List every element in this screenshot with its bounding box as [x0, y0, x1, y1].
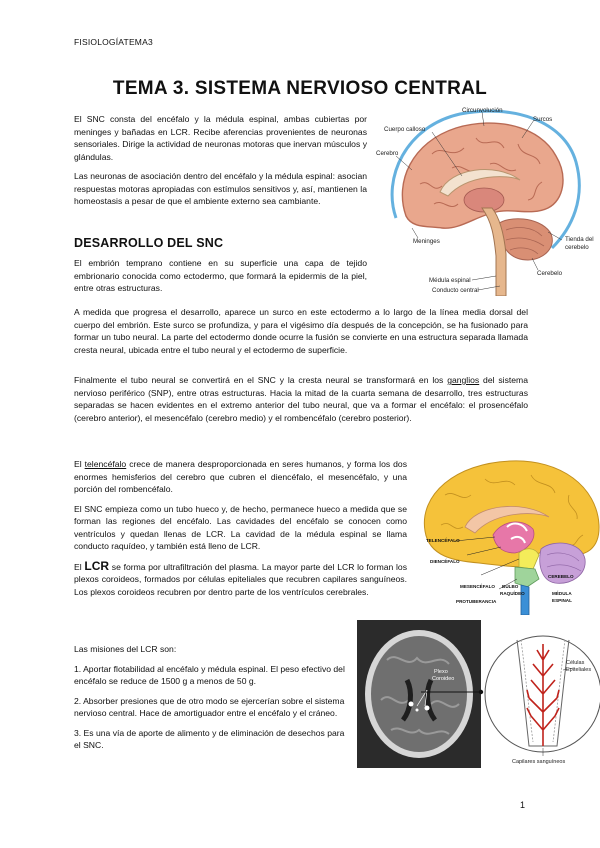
missions-intro: Las misiones del LCR son: — [74, 644, 177, 654]
label-epiteliales: Epiteliales — [566, 667, 592, 673]
label-tienda-cerebelo: cerebelo — [565, 244, 589, 251]
label-cuerpo-calloso: Cuerpo calloso — [384, 126, 426, 133]
label-capilares: Capilares sanguíneos — [512, 759, 566, 765]
intro-block — [74, 113, 367, 208]
running-header: FISIOLOGÍATEMA3 — [74, 37, 153, 47]
development-intro — [74, 257, 367, 295]
lcr-term: LCR — [84, 558, 110, 573]
intro-paragraph-2: Las neuronas de asociación dentro del encéfalo y la médula espinal: asocian respuestas motoras apropiadas con estímulos sensitivos y, así, mantienen la homeostasis a pesar de que el ambiente externo sea cambiante. — [74, 171, 367, 206]
development-body — [74, 306, 528, 424]
development-paragraph-2: A medida que progresa el desarrollo, aparece un surco en este ectodermo a lo largo de la línea media dorsal del cuerpo del embrión. Este surco se profundiza, y para el vigésimo día después de la concepción, se ha fusionado para formar un tubo neural. La parte del ectodermo donde ocurre la fusión se convierte en una estructura separada llamada cresta neural, ubicada entre el tubo neural y el ectodermo de superficie. — [74, 307, 528, 355]
p3-text-b: del sistema nervioso periférico (SNP), entre otras estructuras. Hacia la mitad de la cuarta semana de desarrollo, tres estructuras separadas se hacen evidentes en el extremo anterior del tubo neural, que va a formar el encéfalo: el prosencéfalo (cerebro anterior), el mesencéfalo (cerebro medio) y el rombencéfalo (cerebro posterior). — [74, 375, 528, 423]
label-circunvolucion: Circunvolución — [462, 107, 503, 114]
label-cerebelo: Cerebelo — [537, 270, 563, 277]
label-mesencefalo: MESENCÉFALO — [460, 584, 495, 589]
label-telencefalo: TELENCÉFALO — [426, 538, 460, 543]
page-number: 1 — [520, 800, 526, 810]
label-cerebelo-region: CEREBELO — [548, 574, 574, 579]
ganglios-link: ganglios — [447, 375, 480, 385]
mission-item-1: 1. Aportar flotabilidad al encéfalo y médula espinal. El peso efectivo del encéfalo se reduce de 1500 g a menos de 50 g. — [74, 663, 345, 686]
p6-text-a: El — [74, 561, 85, 572]
label-medula-region: MÉDULA — [552, 591, 572, 596]
page-title: TEMA 3. SISTEMA NERVIOSO CENTRAL — [112, 78, 488, 99]
intro-paragraph-1: El SNC consta del encéfalo y la médula espinal, ambas cubiertas por meninges y bañadas en LCR. Recibe aferencias provenientes de neuronas sensoriales. Dirige la actividad de neuronas motoras que inervan músculos y glándulas. — [74, 114, 367, 162]
development-paragraph-5: El SNC empieza como un tubo hueco y, de hecho, permanece hueco a medida que se forman las regiones del encéfalo. Las cavidades del encéfalo se conocen como ventrículos y quedan llenas de LCR. La cavidad de la médula espinal se llama conducto raquídeo, y también está lleno de LCR. — [74, 503, 407, 551]
telencefalo-block — [74, 458, 407, 598]
label-surcos: Surcos — [533, 116, 553, 123]
label-espinal-region: ESPINAL — [552, 598, 572, 603]
p3-text-a: Finalmente el tubo neural se convertirá en el SNC y la cresta neural se transformará en los — [74, 375, 448, 385]
telencefalo-term: telencéfalo — [84, 459, 127, 469]
label-plexo: Plexo — [434, 669, 448, 675]
label-cerebro: Cerebro — [376, 150, 399, 157]
label-celulas: Células — [566, 660, 585, 666]
label-meninges: Meninges — [413, 238, 440, 245]
p6-text-b: se forma por ultrafiltración del plasma. La mayor parte del LCR lo forman los plexos coroideos, formados por células epiteliales que recubren capilares sanguíneos. Los plexos coroideos recubren por dentro parte de los ventrículos cerebrales. — [74, 561, 407, 597]
missions-block — [74, 643, 350, 752]
mission-item-3: 3. Es una vía de aporte de alimento y de eliminación de desechos para el SNC. — [74, 727, 345, 750]
development-paragraph-3 — [74, 374, 528, 424]
development-paragraph-1: El embrión temprano contiene en su superficie una capa de tejido embrionario conocida como ectodermo, que formará la epidermis de la piel, entre otras estructuras. — [74, 258, 367, 293]
label-tienda: Tienda del — [565, 236, 594, 243]
label-bulbo: BULBO — [502, 584, 519, 589]
section-heading: DESARROLLO DEL SNC — [74, 236, 224, 250]
label-medula-espinal: Médula espinal — [429, 277, 471, 284]
label-diencefalo: DIENCÉFALO — [430, 559, 460, 564]
development-paragraph-6 — [74, 560, 407, 599]
p4-text-b: crece de manera desproporcionada en seres humanos, y forma los dos enormes hemisferios del cerebro que cubren el diencéfalo, el mesencéfalo, y una porción del rombencéfalo. — [74, 459, 408, 494]
development-paragraph-4 — [74, 458, 407, 496]
choroid-plexus-figure — [357, 620, 600, 770]
label-coroideo: Coroideo — [432, 676, 455, 682]
p4-text-a: El — [74, 459, 85, 469]
mission-item-2: 2. Absorber presiones que de otro modo se ejercerían sobre el sistema nervioso central. Hace de amortiguador entre el encéfalo y el cráneo. — [74, 695, 345, 718]
label-raquideo: RAQUÍDEO — [500, 591, 525, 596]
label-protuberancia: PROTUBERANCIA — [456, 599, 497, 604]
label-conducto-central: Conducto central — [432, 287, 479, 294]
